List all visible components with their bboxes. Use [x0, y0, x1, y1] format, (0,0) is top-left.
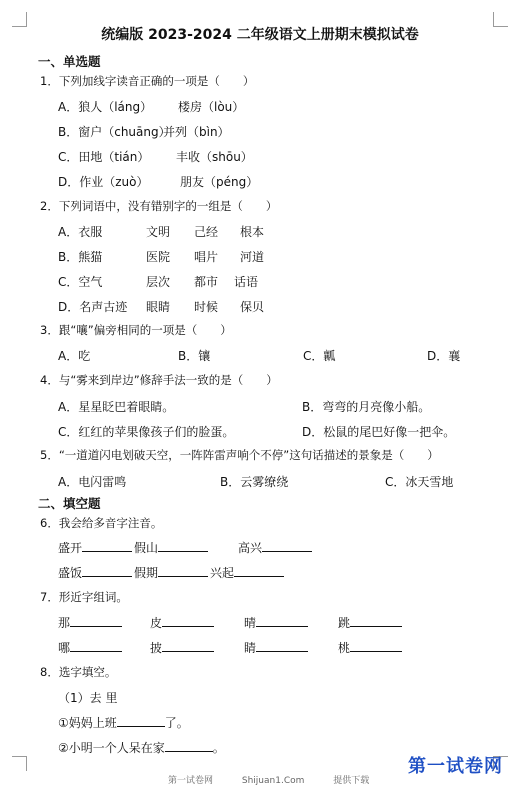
- question-2-stem: 2．下列词语中，没有错别字的一组是（ ）: [40, 199, 278, 213]
- option-part: 时候: [194, 300, 219, 314]
- blank-item: [238, 539, 312, 556]
- option-part: 楼房（lòu）: [178, 100, 245, 114]
- blank-item: [58, 564, 132, 581]
- blank-item: [134, 539, 208, 556]
- option-part: B．窗户（chuāng）: [58, 125, 171, 139]
- word: 假山: [134, 541, 159, 555]
- option-part: D．作业（zuò）: [58, 175, 149, 189]
- answer-blank[interactable]: [117, 714, 165, 727]
- sentence-start: ②小明一个人呆在家: [58, 741, 165, 755]
- char: 睛: [244, 641, 257, 655]
- blank-item: [58, 539, 132, 556]
- char: 那: [58, 616, 71, 630]
- answer-blank[interactable]: [256, 614, 308, 627]
- word: 假期: [134, 566, 159, 580]
- blank-item: [210, 564, 284, 581]
- word: 盛开: [58, 541, 83, 555]
- answer-blank[interactable]: [256, 639, 308, 652]
- char: 桃: [338, 641, 351, 655]
- blank-item: [244, 639, 308, 656]
- question-3-stem: 3．跟“嚷”偏旁相同的一项是（ ）: [40, 323, 232, 337]
- answer-blank[interactable]: [262, 539, 312, 552]
- option-c: C．瓤: [303, 349, 336, 363]
- blank-item: [134, 564, 208, 581]
- option-part: 唱片: [194, 250, 219, 264]
- question-4-stem: 4．与“雾来到岸边”修辞手法一致的是（ ）: [40, 373, 278, 387]
- option-a: A．星星眨巴着眼睛。: [58, 400, 175, 414]
- option-a: A．电闪雷鸣: [58, 475, 127, 489]
- option-part: C．空气: [58, 275, 103, 289]
- section-heading-single-choice: 一、单选题: [38, 54, 101, 69]
- answer-blank[interactable]: [234, 564, 284, 577]
- option-part: D．名声古迹: [58, 300, 128, 314]
- sentence-start: ①妈妈上班: [58, 716, 117, 730]
- option-part: 根本: [240, 225, 265, 239]
- option-part: 医院: [146, 250, 171, 264]
- word: 盛饭: [58, 566, 83, 580]
- blank-item: [58, 639, 122, 656]
- blank-item: [150, 614, 214, 631]
- option-b: B．镶: [178, 349, 211, 363]
- answer-blank[interactable]: [158, 539, 208, 552]
- answer-blank[interactable]: [350, 614, 402, 627]
- option-b: B．云雾缭绕: [220, 475, 289, 489]
- exam-title: 统编版 2023-2024 二年级语文上册期末模拟试卷: [101, 27, 419, 43]
- option-part: 并列（bìn）: [163, 125, 230, 139]
- question-8-line-1: [58, 714, 189, 731]
- option-c: C．冰天雪地: [385, 475, 454, 489]
- answer-blank[interactable]: [82, 539, 132, 552]
- option-part: 文明: [146, 225, 171, 239]
- answer-blank[interactable]: [158, 564, 208, 577]
- option-part: 丰收（shōu）: [176, 150, 253, 164]
- word: 高兴: [238, 541, 263, 555]
- question-8-line-2: [58, 739, 225, 756]
- brand-watermark: 第一试卷网: [408, 756, 503, 777]
- option-part: 己经: [194, 225, 219, 239]
- option-part: 朋友（péng）: [180, 175, 259, 189]
- option-part: B．熊猫: [58, 250, 103, 264]
- option-part: A．狼人（láng）: [58, 100, 153, 114]
- question-8-stem: 8．选字填空。: [40, 665, 117, 679]
- option-b: B．弯弯的月亮像小船。: [302, 400, 431, 414]
- crop-mark-bottom-left: [12, 756, 27, 771]
- char: 晴: [244, 616, 257, 630]
- option-a: A．吃: [58, 349, 91, 363]
- answer-blank[interactable]: [162, 614, 214, 627]
- char: 哪: [58, 641, 71, 655]
- blank-item: [150, 639, 214, 656]
- page-footer: [168, 773, 395, 786]
- blank-item: [244, 614, 308, 631]
- question-5-stem: 5．“一道道闪电划破天空，一阵阵雷声响个不停”这句话描述的景象是（ ）: [40, 448, 439, 462]
- question-1-stem: 1．下列加线字读音正确的一项是（ ）: [40, 74, 255, 88]
- question-8-subheading: （1）去 里: [58, 691, 118, 705]
- word: 兴起: [210, 566, 235, 580]
- footer-site-name: 第一试卷网: [168, 776, 214, 786]
- blank-item: [58, 614, 122, 631]
- option-part: 话语: [234, 275, 259, 289]
- footer-download-note: 提供下载: [333, 776, 370, 786]
- answer-blank[interactable]: [162, 639, 214, 652]
- sentence-end: 了。: [164, 716, 189, 730]
- option-part: 河道: [240, 250, 265, 264]
- question-7-stem: 7．形近字组词。: [40, 590, 128, 604]
- char: 跳: [338, 616, 351, 630]
- answer-blank[interactable]: [165, 739, 213, 752]
- answer-blank[interactable]: [350, 639, 402, 652]
- answer-blank[interactable]: [82, 564, 132, 577]
- question-6-stem: 6．我会给多音字注音。: [40, 516, 163, 530]
- char: 披: [150, 641, 163, 655]
- option-d: D．襄: [427, 349, 461, 363]
- option-part: 都市: [194, 275, 219, 289]
- option-part: 层次: [146, 275, 171, 289]
- blank-item: [338, 639, 402, 656]
- option-part: 保贝: [240, 300, 265, 314]
- sentence-end: 。: [212, 741, 225, 755]
- char: 皮: [150, 616, 163, 630]
- answer-blank[interactable]: [70, 614, 122, 627]
- option-c: C．红红的苹果像孩子们的脸蛋。: [58, 425, 235, 439]
- answer-blank[interactable]: [70, 639, 122, 652]
- option-d: D．松鼠的尾巴好像一把伞。: [302, 425, 456, 439]
- option-part: C．田地（tián）: [58, 150, 150, 164]
- blank-item: [338, 614, 402, 631]
- option-part: A．衣服: [58, 225, 103, 239]
- section-heading-fill-blank: 二、填空题: [38, 496, 101, 511]
- option-part: 眼睛: [146, 300, 171, 314]
- footer-site-url: Shijuan1.Com: [241, 776, 305, 786]
